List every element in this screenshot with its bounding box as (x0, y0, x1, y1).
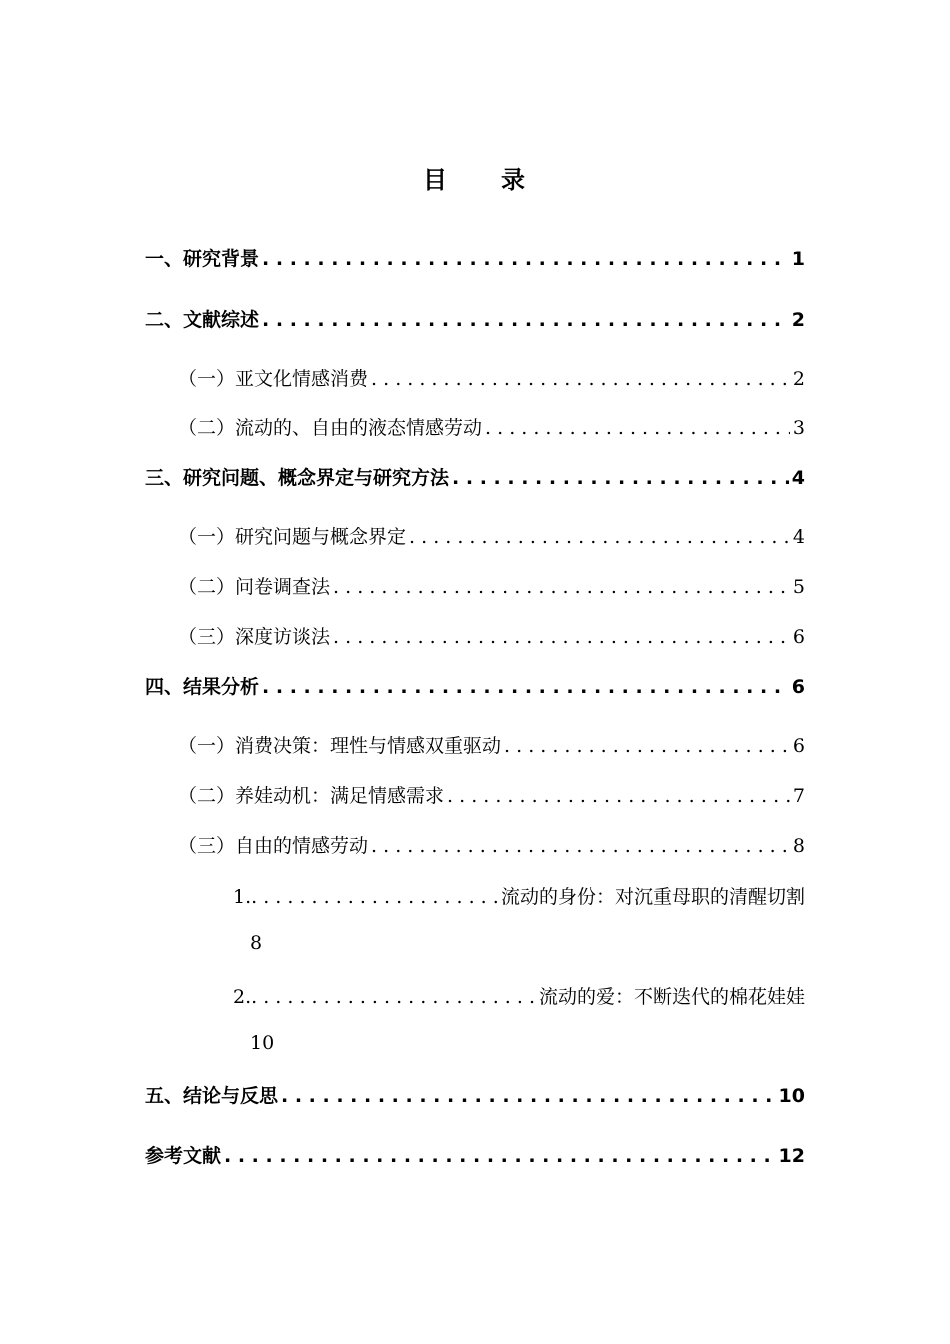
toc-entry-text: 研究背景 (183, 248, 260, 270)
toc-leader-dots (262, 676, 789, 698)
toc-entry-number: （二） (178, 785, 236, 807)
toc-entry-text: 问卷调查法 (235, 576, 331, 598)
toc-entry-text: 养娃动机：满足情感需求 (235, 785, 445, 807)
toc-entry-text: 参考文献 (145, 1145, 222, 1167)
toc-entry-s3[interactable] (145, 463, 805, 490)
toc-entry-page: 7 (792, 785, 805, 807)
toc-entry-text: 结果分析 (183, 676, 260, 698)
toc-entry-s2[interactable] (145, 305, 805, 332)
toc-leader-dots (371, 368, 790, 390)
toc-entry-text: 流动的、自由的液态情感劳动 (235, 417, 483, 439)
toc-entry-number: （一） (178, 735, 236, 757)
toc-entry-page: 1 (791, 248, 805, 270)
toc-leader-dots (504, 735, 790, 757)
toc-entry-page: 6 (792, 626, 805, 648)
toc-entry-number: （三） (178, 626, 236, 648)
toc-entry-page: 2 (792, 368, 805, 390)
toc-entry-text: 流动的身份：对沉重母职的清醒切割 (500, 886, 805, 908)
toc-leader-dots (281, 1085, 776, 1107)
toc-entry-number: 二、 (145, 309, 184, 331)
toc-entry-s4-3-1[interactable] (233, 882, 805, 909)
toc-entry-number: （三） (178, 835, 236, 857)
toc-entry-s3-3[interactable] (178, 622, 805, 649)
toc-entry-text: 五、结论与反思 (145, 1085, 279, 1107)
toc-entry-text: 自由的情感劳动 (235, 835, 369, 857)
toc-entry-s4[interactable] (145, 672, 805, 699)
toc-entry-text: 消费决策：理性与情感双重驱动 (235, 735, 502, 757)
toc-entry-number: 三、 (145, 467, 184, 489)
toc-leader-dots (409, 526, 790, 548)
toc-leader-dots (262, 248, 789, 270)
toc-entry-number: （二） (178, 576, 236, 598)
toc-leader-dots (251, 986, 537, 1008)
toc-leader-dots (262, 309, 789, 331)
toc-title-char-2: 录 (501, 166, 527, 194)
toc-entry-s4-3-2[interactable] (233, 982, 805, 1009)
toc-entry-page: 6 (791, 676, 805, 698)
toc-entry-number: 2. (233, 986, 252, 1008)
toc-leader-dots (485, 417, 790, 439)
toc-entry-number: （二） (178, 417, 236, 439)
toc-entry-s3-1[interactable] (178, 522, 805, 549)
toc-entry-number: 1. (233, 886, 252, 908)
toc-entry-page: 3 (792, 417, 805, 439)
toc-entry-s1[interactable] (145, 244, 805, 271)
toc-entry-page: 6 (792, 735, 805, 757)
toc-entry-page: 12 (778, 1145, 805, 1167)
toc-leader-dots (452, 467, 789, 489)
toc-entry-number: 四、 (145, 676, 184, 698)
toc-entry-s2-1[interactable] (178, 364, 805, 391)
toc-entry-s5[interactable] (145, 1081, 805, 1108)
toc-entry-number: （一） (178, 368, 236, 390)
toc-entry-text: 文献综述 (183, 309, 260, 331)
toc-entry-s4-3[interactable] (178, 831, 805, 858)
toc-title (0, 160, 950, 195)
toc-entry-page: 8 (250, 932, 263, 954)
toc-entry-page: 2 (791, 309, 805, 331)
toc-leader-dots (251, 886, 499, 908)
toc-entry-page: 5 (792, 576, 805, 598)
toc-entry-text: 研究问题、概念界定与研究方法 (183, 467, 450, 489)
toc-leader-dots (333, 576, 790, 598)
toc-leader-dots (447, 785, 790, 807)
toc-entry-text: 流动的爱：不断迭代的棉花娃娃 (538, 986, 805, 1008)
toc-entry-number: （一） (178, 526, 236, 548)
toc-entry-page: 8 (792, 835, 805, 857)
toc-entry-page: 4 (791, 467, 805, 489)
toc-entry-text: 深度访谈法 (235, 626, 331, 648)
toc-entry-s2-2[interactable] (178, 413, 805, 440)
toc-entry-text: 亚文化情感消费 (235, 368, 369, 390)
toc-entry-page: 10 (778, 1085, 805, 1107)
toc-entry-number: 一、 (145, 248, 184, 270)
toc-entry-s4-1[interactable] (178, 731, 805, 758)
toc-entry-references[interactable] (145, 1141, 805, 1168)
toc-entry-text: 研究问题与概念界定 (235, 526, 407, 548)
toc-leader-dots (224, 1145, 776, 1167)
toc-leader-dots (333, 626, 790, 648)
toc-entry-page: 4 (792, 526, 805, 548)
toc-entry-page: 10 (250, 1032, 275, 1054)
toc-entry-s4-2[interactable] (178, 781, 805, 808)
toc-entry-s3-2[interactable] (178, 572, 805, 599)
toc-leader-dots (371, 835, 790, 857)
toc-title-char-1: 目 (423, 166, 449, 194)
